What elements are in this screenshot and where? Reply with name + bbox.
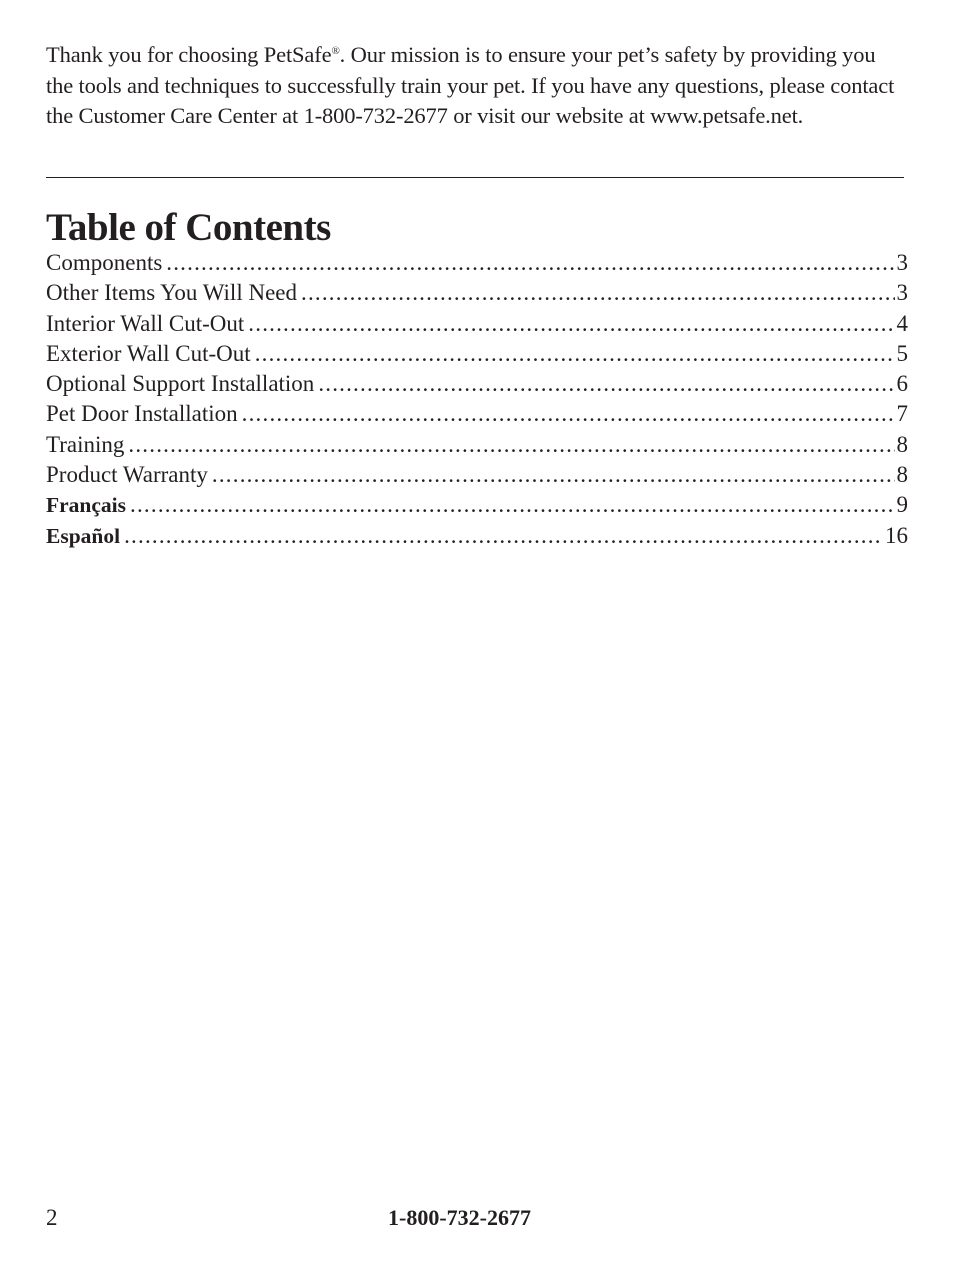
toc-dot-leader xyxy=(128,430,894,460)
toc-dot-leader xyxy=(318,369,894,399)
toc-entry-label: Components xyxy=(46,250,163,275)
registered-mark: ® xyxy=(331,45,340,57)
intro-paragraph xyxy=(46,40,906,132)
toc-entry-pet-door xyxy=(46,399,908,429)
toc-entry-label: Interior Wall Cut-Out xyxy=(46,310,245,336)
toc-dot-leader xyxy=(166,248,894,278)
toc-dot-leader xyxy=(301,278,895,308)
toc-entry-page: 5 xyxy=(896,340,908,366)
intro-text-start: Thank you for choosing PetSafe xyxy=(46,42,332,67)
toc-entry-page: 8 xyxy=(896,462,908,488)
toc-entry-label: Exterior Wall Cut-Out xyxy=(46,340,251,366)
toc-entry-page: 9 xyxy=(896,492,908,518)
toc-entry-page: 6 xyxy=(896,371,908,397)
toc-entry-page: 3 xyxy=(896,280,908,306)
toc-entry-page: 7 xyxy=(896,401,908,427)
toc-dot-leader xyxy=(242,399,895,429)
toc-dot-leader xyxy=(130,490,894,520)
toc-dot-leader xyxy=(255,339,895,369)
toc-dot-leader xyxy=(124,521,883,551)
toc-entry-page: 3 xyxy=(896,250,908,275)
intro-text-end: . Our mission is to ensure your pet’s safety by providing you the tools and techniques to successfully train your pet. If you have any questions, please contact the Customer Care Center at 1-800-732-2677 or visit our website at www.petsafe.net. xyxy=(46,42,895,128)
toc-entry-interior-wall xyxy=(46,309,908,339)
toc-list xyxy=(46,248,908,551)
toc-entry-label: Training xyxy=(46,431,125,457)
toc-entry-other-items xyxy=(46,278,908,308)
toc-entry-label: Other Items You Will Need xyxy=(46,280,297,306)
toc-dot-leader xyxy=(212,460,895,490)
toc-entry-exterior-wall xyxy=(46,339,908,369)
toc-entry-label: Optional Support Installation xyxy=(46,371,315,397)
toc-title: Table of Contents xyxy=(46,206,331,249)
toc-entry-francais xyxy=(46,490,908,520)
toc-entry-label: Pet Door Installation xyxy=(46,401,238,427)
toc-entry-page: 16 xyxy=(885,522,908,548)
footer-page-number: 2 xyxy=(46,1205,58,1230)
toc-entry-page: 4 xyxy=(896,310,908,336)
toc-entry-label: Français xyxy=(46,493,127,518)
toc-entry-warranty xyxy=(46,460,908,490)
toc-dot-leader xyxy=(248,309,894,339)
toc-entry-label: Español xyxy=(46,523,121,548)
footer-phone-number: 1-800-732-2677 xyxy=(388,1205,531,1230)
toc-entry-page: 8 xyxy=(896,431,908,457)
toc-entry-training xyxy=(46,430,908,460)
toc-entry-espanol xyxy=(46,521,908,551)
toc-entry-components xyxy=(46,248,908,278)
toc-entry-label: Product Warranty xyxy=(46,462,208,488)
toc-entry-optional-support xyxy=(46,369,908,399)
horizontal-rule xyxy=(46,177,904,178)
